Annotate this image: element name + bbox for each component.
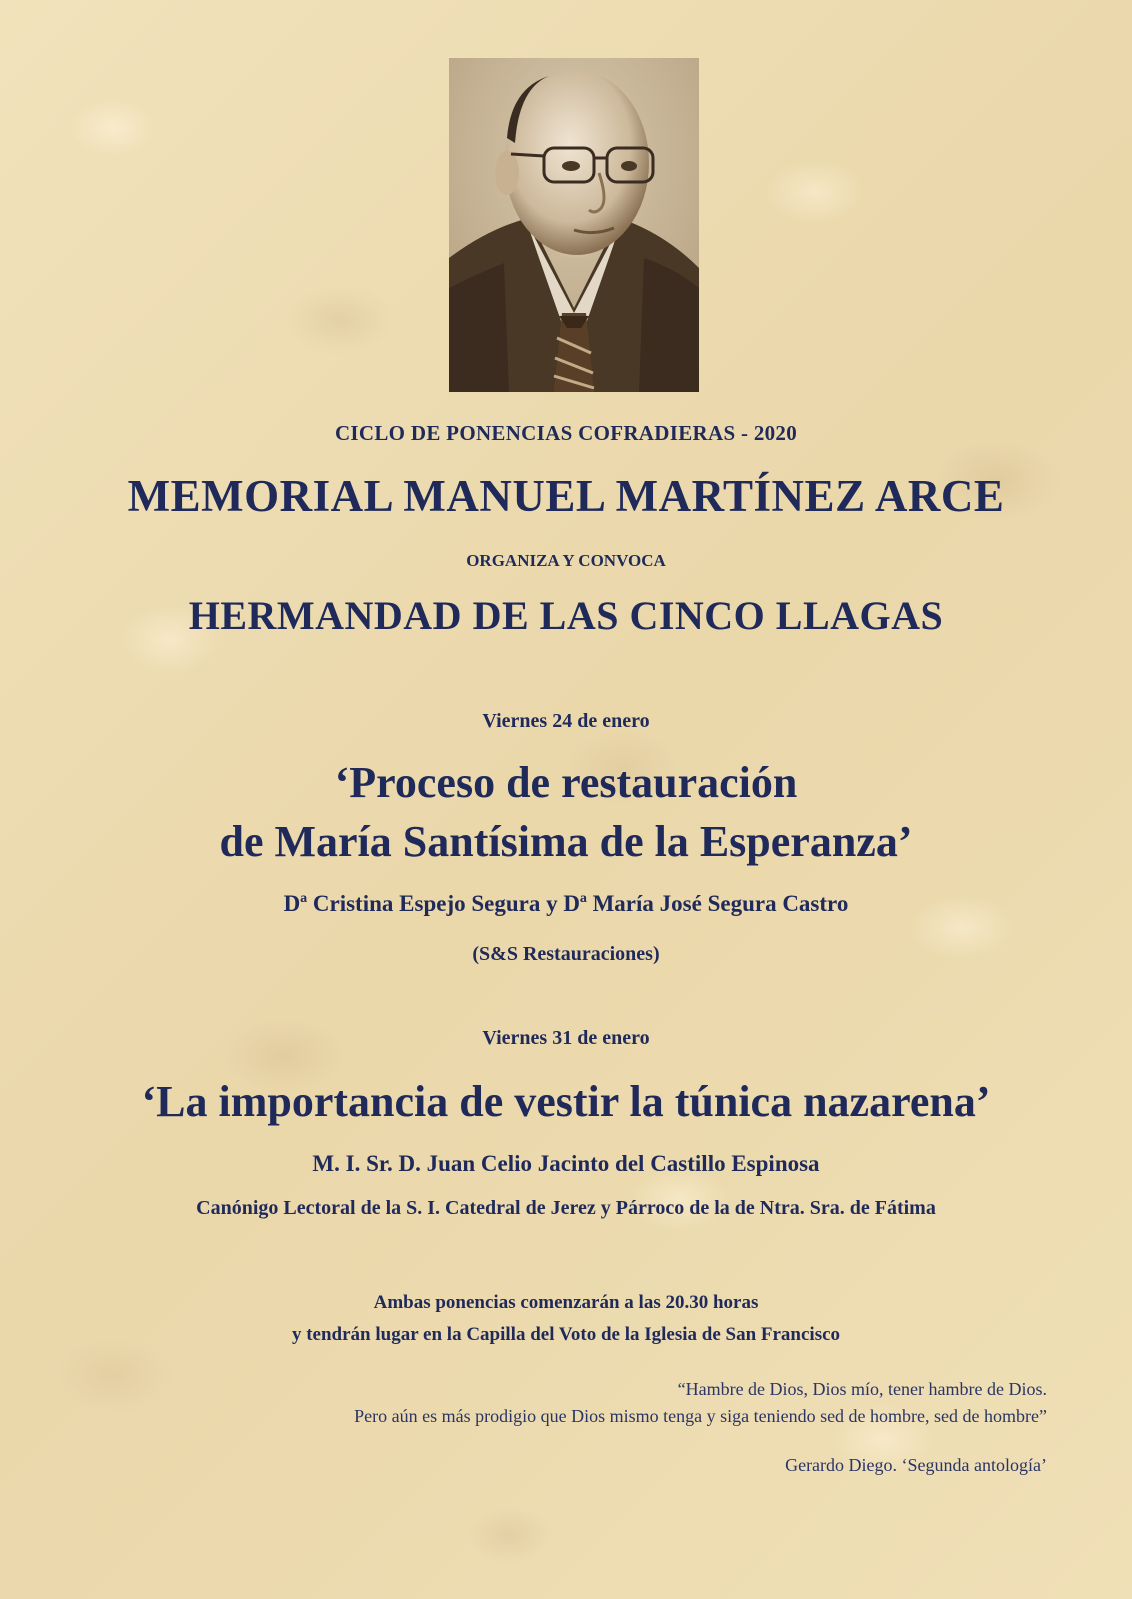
event-2-affiliation: Canónigo Lectoral de la S. I. Catedral de Jerez y Párroco de la de Ntra. Sra. de Fátima (196, 1197, 936, 1219)
memorial-title: MEMORIAL MANUEL MARTÍNEZ ARCE (127, 471, 1005, 521)
event-2-title: ‘La importancia de vestir la túnica nazarena’ (141, 1077, 991, 1126)
series-title: CICLO DE PONENCIAS COFRADIERAS - 2020 (334, 421, 798, 445)
quote-attribution: Gerardo Diego. ‘Segunda antología’ (785, 1455, 1047, 1475)
organizer-label: ORGANIZA Y CONVOCA (466, 551, 666, 570)
event-1-title-line-1: ‘Proceso de restauración (334, 758, 798, 807)
schedule-line-2: y tendrán lugar en la Capilla del Voto de la Iglesia de San Francisco (291, 1324, 841, 1345)
schedule-line-1: Ambas ponencias comenzarán a las 20.30 horas (373, 1292, 759, 1313)
event-1-speaker: Dª Cristina Espejo Segura y Dª María José Segura Castro (283, 891, 849, 916)
event-1-title-line-2: de María Santísima de la Esperanza’ (219, 817, 913, 866)
event-2-speaker: M. I. Sr. D. Juan Celio Jacinto del Castillo Espinosa (312, 1151, 820, 1176)
portrait-photo (449, 58, 699, 392)
event-2-date: Viernes 31 de enero (482, 1027, 650, 1049)
quote-line-1: “Hambre de Dios, Dios mío, tener hambre de Dios. (677, 1379, 1047, 1399)
organizer-name: HERMANDAD DE LAS CINCO LLAGAS (188, 593, 944, 638)
quote-line-2: Pero aún es más prodigio que Dios mismo tenga y siga teniendo sed de hombre, sed de hombre” (354, 1406, 1047, 1426)
event-1-affiliation: (S&S Restauraciones) (472, 943, 660, 965)
event-1-date: Viernes 24 de enero (482, 710, 650, 732)
